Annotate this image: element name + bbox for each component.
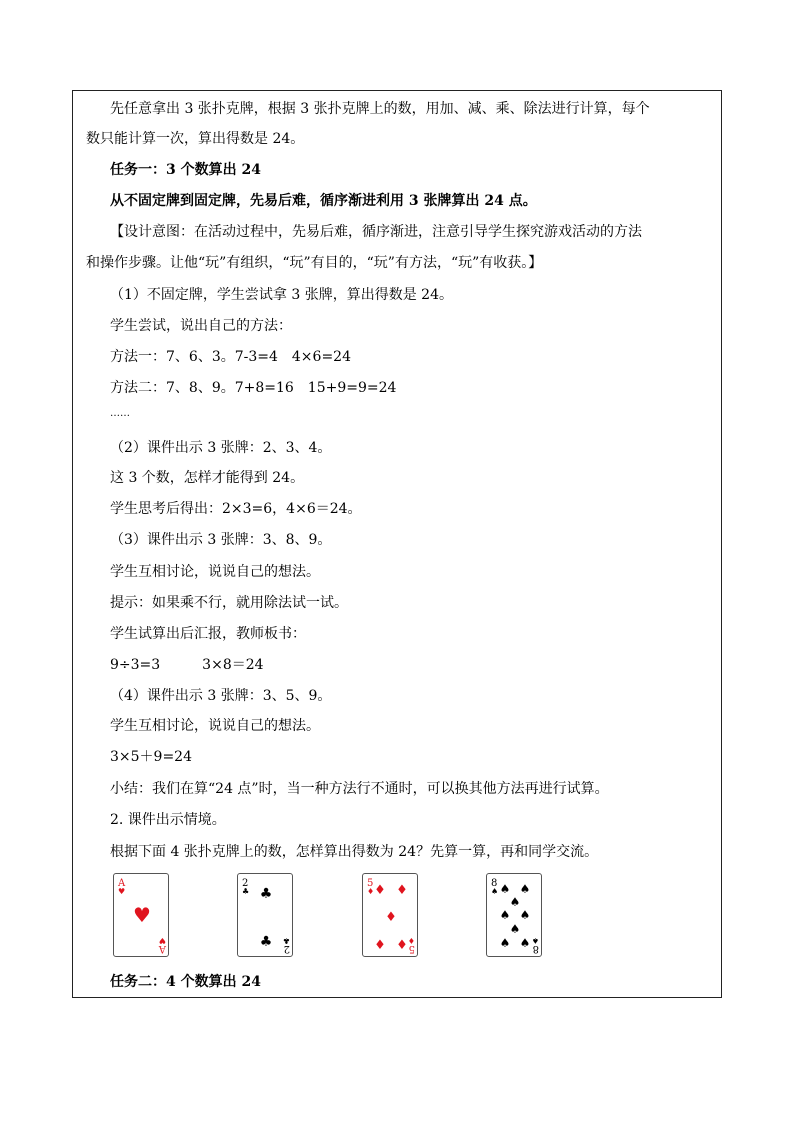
step-3-report: 学生试算出后汇报，教师板书： [110,626,306,642]
step-1-note: 学生尝试，说出自己的方法： [110,318,292,334]
step-3-hint: 提示：如果乘不行，就用除法试一试。 [110,595,348,611]
club-icon: ♣ [242,887,250,896]
spade-icon: ♠ [491,887,499,896]
step-2: （2）课件出示 3 张牌：2、3、4。 [110,440,332,456]
step-4-discussion: 学生互相讨论，说说自己的想法。 [110,718,320,734]
spade-icon: ♠ [519,936,531,950]
step-2-answer: 学生思考后得出：2×3=6，4×6＝24。 [110,501,362,517]
diamond-icon: ♦ [407,936,415,945]
card-eight-rank-rot: 8 [532,943,539,954]
card-two-rank: 2 [242,878,249,889]
card-instruction: 根据下面 4 张扑克牌上的数，怎样算出得数为 24？先算一算，再和同学交流。 [110,844,599,860]
card-ace-rank-rot: A [158,943,166,954]
club-icon: ♣ [282,936,290,945]
design-intent-line-1: 【设计意图：在活动过程中，先易后难，循序渐进，注意引导学生探究游戏活动的方法 [110,224,642,240]
card-five-rank-rot: 5 [408,943,415,954]
card-five-rank: 5 [367,878,374,889]
spade-icon: ♠ [499,882,511,896]
step-3: （3）课件出示 3 张牌：3、8、9。 [110,532,332,548]
spade-icon: ♠ [499,936,511,950]
card-eight-spades [486,873,542,957]
spade-icon: ♠ [499,908,511,922]
spade-icon: ♠ [519,908,531,922]
card-two-clubs [237,873,293,957]
card-ace-rank: A [118,878,126,889]
step-4: （4）课件出示 3 张牌：3、5、9。 [110,688,332,704]
task-two-heading: 任务二：4 个数算出 24 [110,974,261,990]
spade-icon: ♠ [509,895,521,909]
card-two-rank-rot: 2 [283,943,290,954]
card-ace-hearts [113,873,169,957]
section-2: 2. 课件出示情境。 [110,812,226,828]
club-icon: ♣ [259,886,273,902]
task-one-subheading: 从不固定牌到固定牌，先易后难，循序渐进利用 3 张牌算出 24 点。 [110,193,537,209]
step-3-discussion: 学生互相讨论，说说自己的想法。 [110,564,320,580]
intro-line-1: 先任意拿出 3 张扑克牌，根据 3 张扑克牌上的数，用加、减、乘、除法进行计算，每个 [110,101,650,117]
diamond-icon: ♦ [374,883,386,898]
method-two: 方法二：7、8、9。7+8=16 15+9=9=24 [110,380,397,396]
step-4-answer: 3×5＋9=24 [110,749,192,765]
card-five-diamonds [362,873,418,957]
diamond-icon: ♦ [374,938,386,953]
ellipsis: …… [110,408,130,419]
spade-icon: ♠ [509,922,521,936]
spade-icon: ♠ [519,882,531,896]
card-eight-rank: 8 [491,878,498,889]
diamond-icon: ♦ [385,910,397,925]
heart-icon: ♥ [118,887,126,896]
spade-icon: ♠ [531,936,539,945]
diamond-icon: ♦ [396,883,408,898]
club-icon: ♣ [259,934,273,950]
method-one: 方法一：7、6、3。7-3=4 4×6=24 [110,349,351,365]
diamond-icon: ♦ [367,887,375,896]
step-2-question: 这 3 个数，怎样才能得到 24。 [110,470,305,486]
summary: 小结：我们在算“24 点”时，当一种方法行不通时，可以换其他方法再进行试算。 [110,781,609,797]
step-3-board: 9÷3=3 3×8＝24 [110,657,264,673]
heart-icon: ♥ [158,936,166,945]
diamond-icon: ♦ [396,938,408,953]
step-1: （1）不固定牌，学生尝试拿 3 张牌，算出得数是 24。 [110,287,453,303]
design-intent-line-2: 和操作步骤。让他“玩”有组织，“玩”有目的，“玩”有方法，“玩”有收获。】 [86,255,543,271]
intro-line-2: 数只能计算一次，算出得数是 24。 [86,131,305,147]
task-one-heading: 任务一：3 个数算出 24 [110,162,261,178]
heart-icon: ♥ [133,903,151,927]
